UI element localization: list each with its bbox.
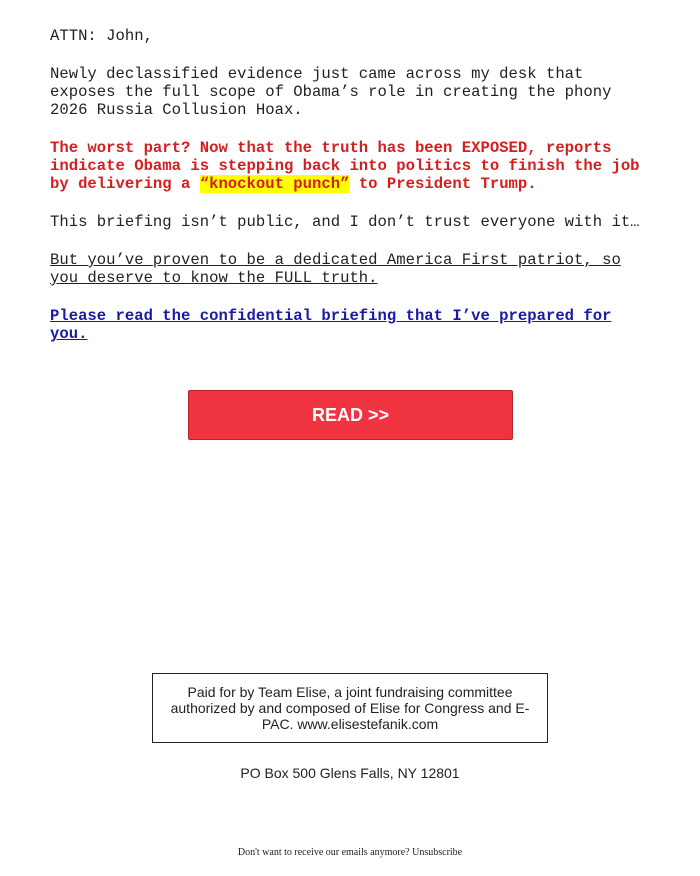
alert-text-end: to President Trump. — [349, 175, 537, 193]
paid-for-disclaimer: Paid for by Team Elise, a joint fundraising committee authorized by and composed of Elise for Congress and E-PAC. www.elisestefanik.com — [152, 673, 548, 743]
mailing-address: PO Box 500 Glens Falls, NY 12801 — [240, 765, 460, 781]
greeting: ATTN: John, — [50, 27, 153, 45]
briefing-link[interactable]: Please read the confidential briefing that I’ve prepared for you. — [50, 307, 612, 343]
email-body — [50, 27, 645, 363]
cta-container — [188, 390, 513, 440]
patriot-paragraph: But you’ve proven to be a dedicated America First patriot, so you deserve to know the FULL truth. — [50, 251, 621, 287]
not-public-paragraph: This briefing isn’t public, and I don’t trust everyone with it… — [50, 213, 640, 231]
alert-text-start: The worst part? Now that the truth has been EXPOSED, reports indicate Obama is stepping back into politics to finish the job by delivering a — [50, 139, 640, 193]
read-button[interactable]: READ >> — [188, 390, 513, 440]
briefing-link-paragraph — [50, 307, 645, 343]
highlighted-phrase: “knockout punch” — [199, 175, 350, 193]
intro-paragraph: Newly declassified evidence just came across my desk that exposes the full scope of Obama’s role in creating the phony 2026 Russia Collusion Hoax. — [50, 65, 612, 119]
unsubscribe-link[interactable]: Unsubscribe — [412, 847, 463, 858]
unsubscribe-line — [0, 847, 700, 858]
unsubscribe-prompt: Don't want to receive our emails anymore? — [237, 847, 413, 858]
alert-paragraph — [50, 139, 645, 193]
